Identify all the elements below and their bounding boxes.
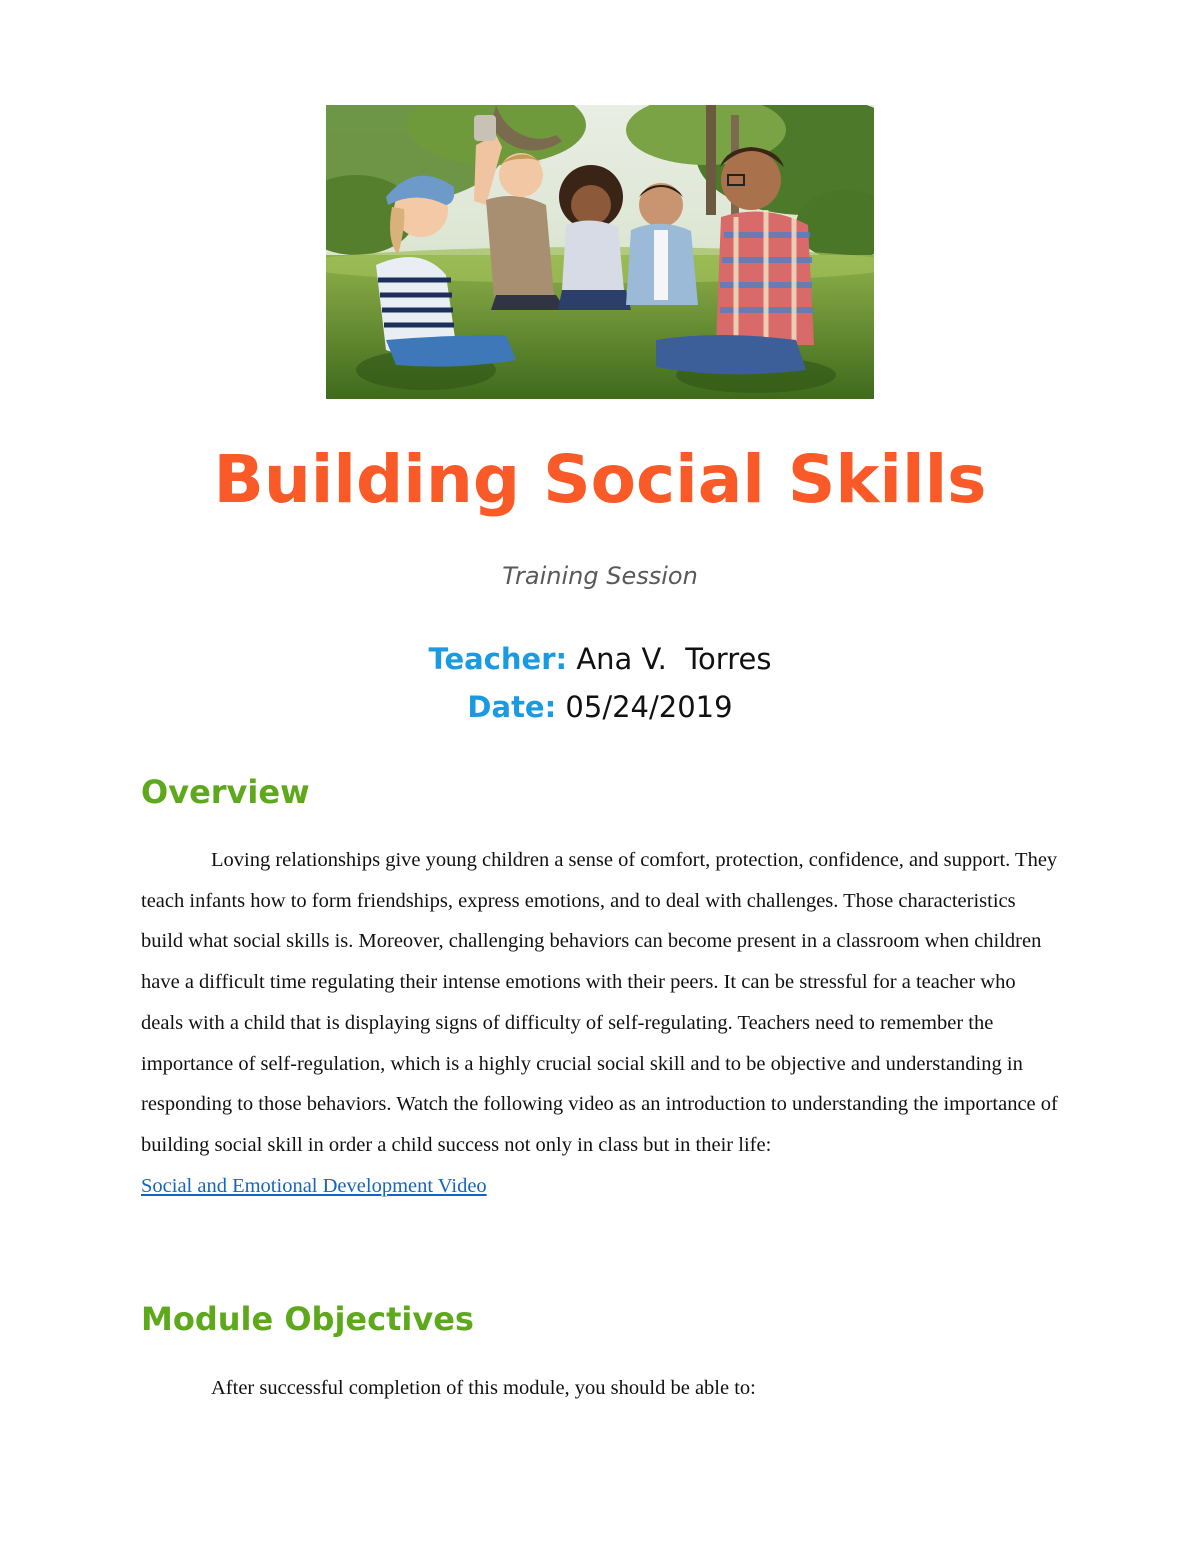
overview-text: Loving relationships give young children a sense of comfort, protection, confidence, and support. They teach infants how to form friendships, express emotions, and to deal with challenges. Those characteristics build what social skills is. Moreover, challenging behaviors can become present in a classroom when children have a difficult time regulating their intense emotions with their peers. It can be stressful for a teacher who deals with a child that is displaying signs of difficulty of self-regulating. Teachers need to remember the importance of self-regulation, which is a highly crucial social skill and to be objective and understanding in responding to those behaviors. Watch the following video as an introduction to understanding the importance of building social skill in order a child success not only in class but in their life: (141, 849, 1058, 1156)
video-link[interactable]: Social and Emotional Development Video (141, 1174, 487, 1197)
date-label: Date: (467, 690, 557, 724)
document-title: Building Social Skills (213, 441, 987, 518)
children-photo-illustration (326, 105, 874, 399)
overview-paragraph (141, 840, 1061, 1206)
date-line (0, 688, 1200, 726)
objectives-intro: After successful completion of this module, you should be able to: (211, 1377, 756, 1399)
date-value: 05/24/2019 (565, 690, 733, 724)
teacher-label: Teacher: (428, 642, 568, 676)
module-objectives-heading: Module Objectives (141, 1300, 474, 1338)
teacher-line (0, 640, 1200, 678)
hero-photo (326, 105, 874, 399)
teacher-name: Ana V. Torres (576, 642, 772, 676)
document-subtitle: Training Session (502, 562, 698, 590)
overview-heading: Overview (141, 773, 310, 811)
